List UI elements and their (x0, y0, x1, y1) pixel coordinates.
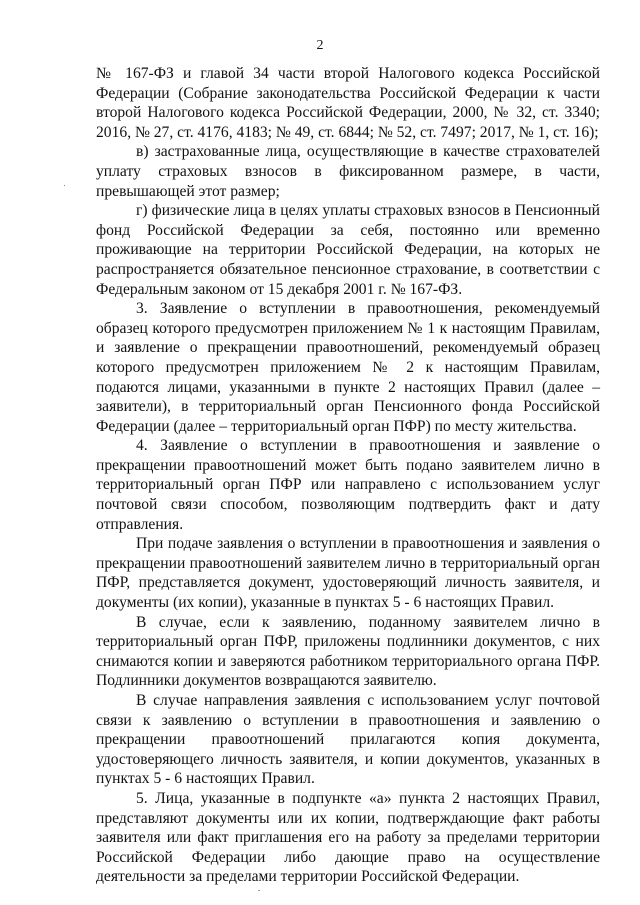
paragraph-item-g: г) физические лица в целях уплаты страховых взносов в Пенсионный фонд Российской Федерации за себя, постоянно или временно проживающие на территории Российской Федерации, на которых не распространяется обязательное пенсионное страхование, в соответствии с Федеральным законом от 15 декабря 2001 г. № 167-ФЗ. (96, 202, 600, 298)
paragraph-clause-5: 5. Лица, указанные в подпункте «а» пункта 2 настоящих Правил, представляют документы или их копии, подтверждающие факт работы заявителя или факт приглашения его на работу за пределами территории Российской Федерации либо дающие право на осуществление деятельности за пределами территории Российской Федерации. (96, 789, 600, 886)
scan-speck (258, 890, 260, 891)
paragraph-continuation: № 167-ФЗ и главой 34 части второй Налогового кодекса Российской Федерации (Собрание законодательства Российской Федерации к части второй Налогового кодекса Российской Федерации, 2000, № 32, ст. 3340; 2016, № 27, ст. 4176, 4183; № 49, ст. 6844; № 52, ст. 7497; 2017, № 1, ст. 16); (96, 65, 600, 141)
paragraph-personal-submission: При подаче заявления о вступлении в правоотношения и заявления о прекращении правоотношений заявителем лично в территориальный орган ПФР, представляется документ, удостоверяющий личность заявителя, и документы (их копии), указанные в пунктах 5 - 6 настоящих Правил. (96, 535, 600, 612)
document-body (96, 64, 600, 887)
paragraph-originals: В случае, если к заявлению, поданному заявителем лично в территориальный орган ПФР, приложены подлинники документов, с них снимаются копии и заверяются работником территориального органа ПФР. Подлинники документов возвращаются заявителю. (96, 613, 600, 690)
paragraph-postal-submission: В случае направления заявления с использованием услуг почтовой связи к заявлению о вступлении в правоотношения и заявлению о прекращении правоотношений прилагаются копия документа, удостоверяющего личность заявителя, и копии документов, указанных в пунктах 5 - 6 настоящих Правил. (96, 692, 600, 788)
paragraph-item-v: в) застрахованные лица, осуществляющие в качестве страхователей уплату страховых взносов в фиксированном размере, в части, превышающей этот размер; (96, 143, 600, 200)
scan-speck (64, 185, 65, 186)
paragraph-clause-3: 3. Заявление о вступлении в правоотношения, рекомендуемый образец которого предусмотрен приложением № 1 к настоящим Правилам, и заявление о прекращении правоотношений, рекомендуемый образец которого предусмотрен приложением № 2 к настоящим Правилам, подаются лицами, указанными в пункте 2 настоящих Правил (далее – заявители), в территориальный орган Пенсионного фонда Российской Федерации (далее – территориальный орган ПФР) по месту жительства. (96, 300, 600, 435)
paragraph-clause-4: 4. Заявление о вступлении в правоотношения и заявление о прекращении правоотношений может быть подано заявителем лично в территориальный орган ПФР или направлено с использованием услуг почтовой связи способом, позволяющим подтвердить факт и дату отправления. (96, 437, 600, 533)
page-number: 2 (316, 38, 324, 53)
